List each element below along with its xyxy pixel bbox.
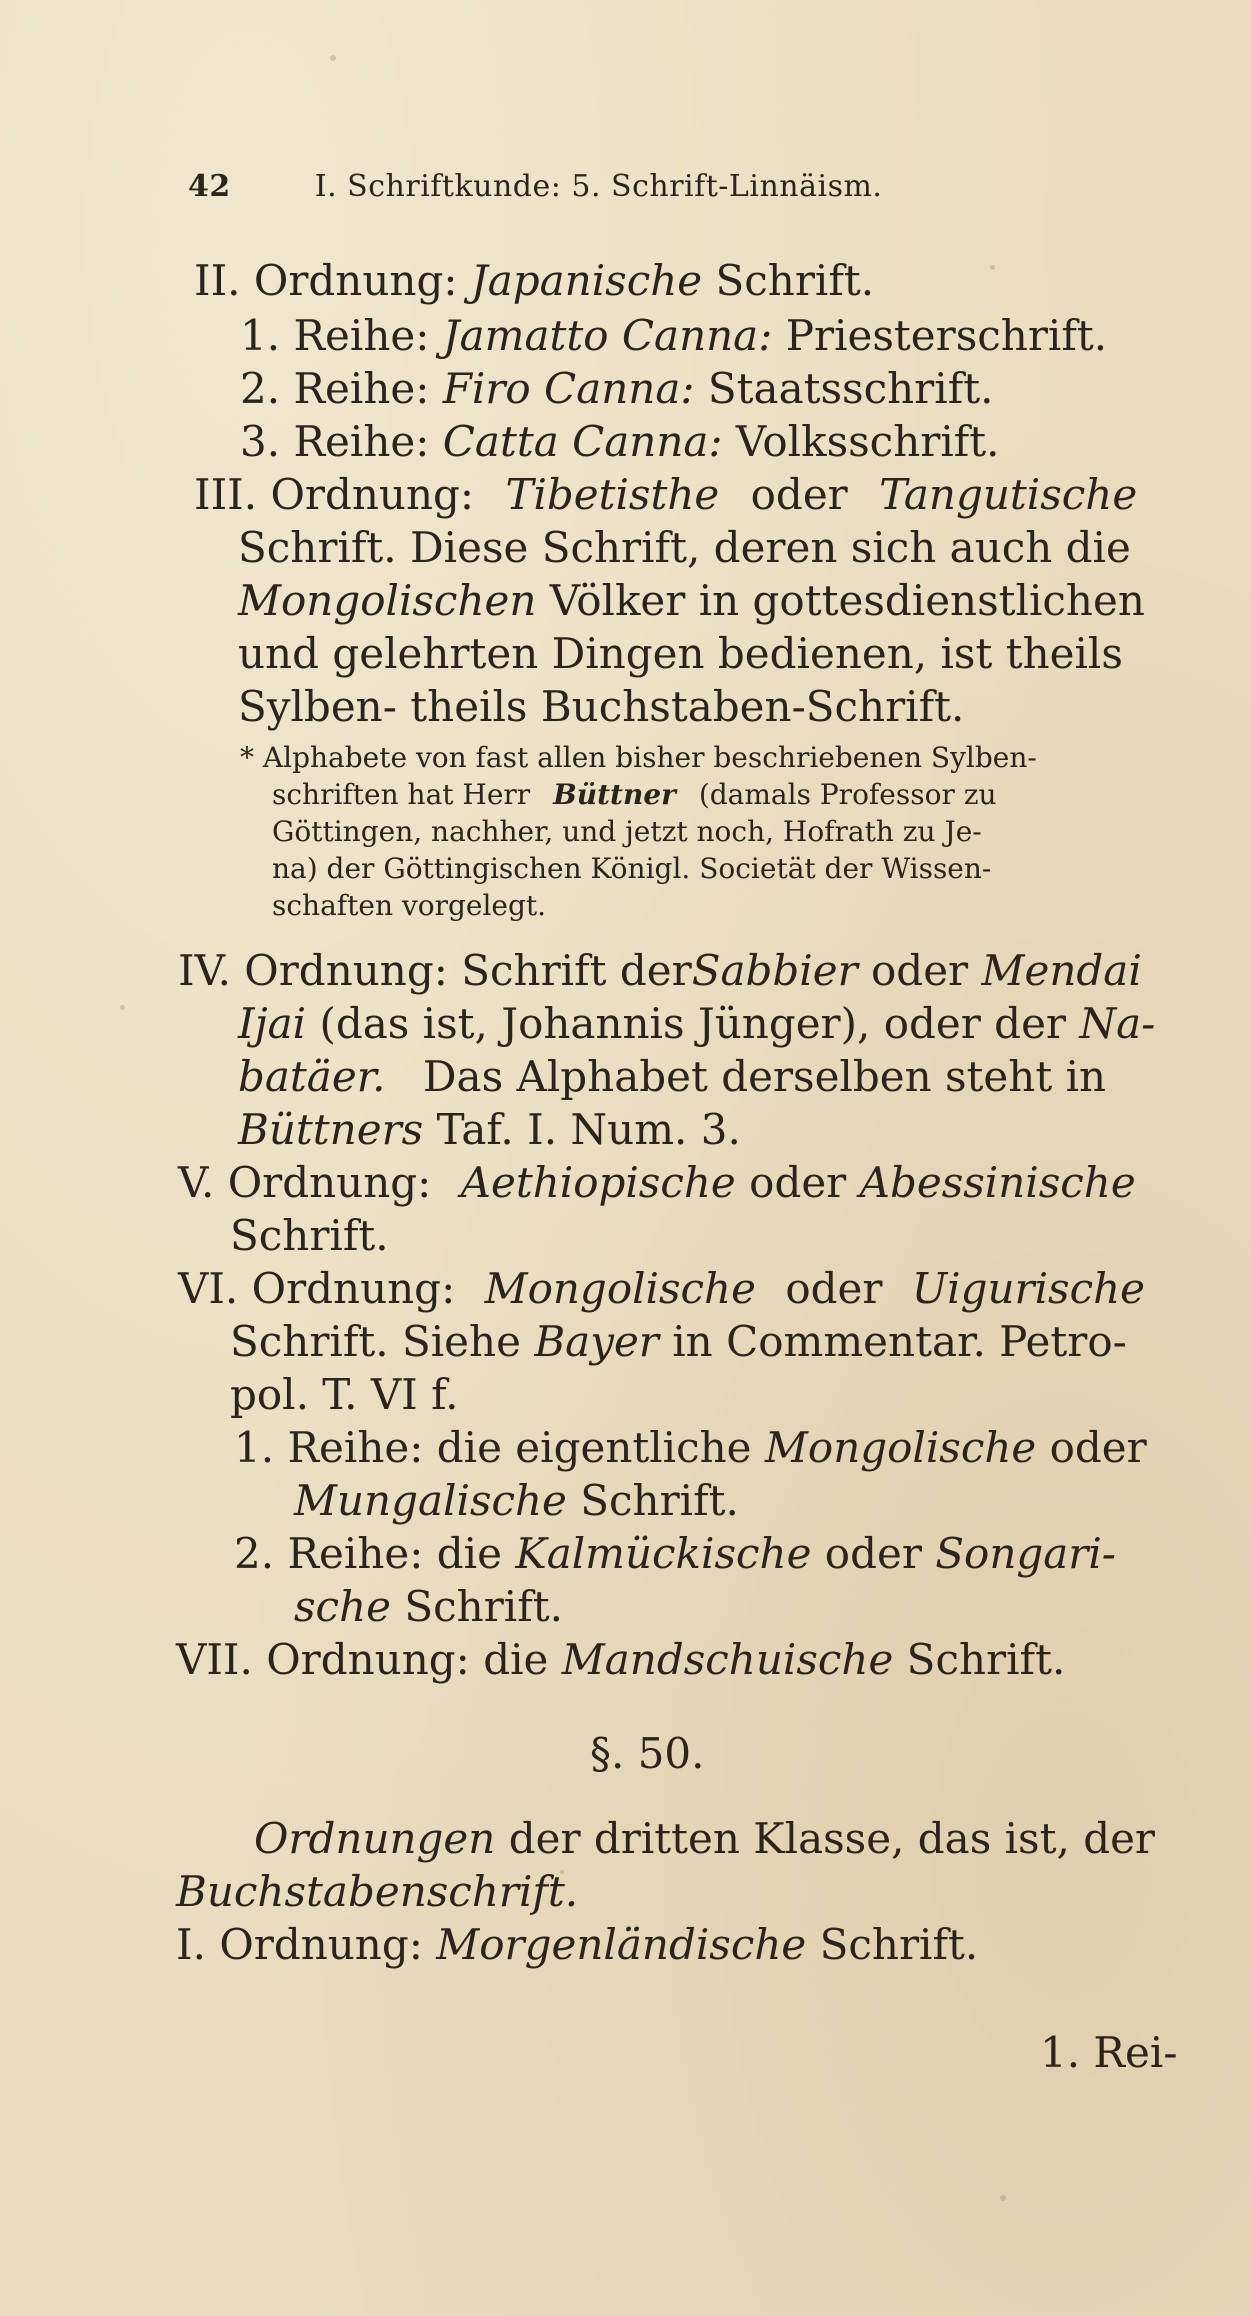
- page-number: 42: [188, 169, 231, 204]
- reihe-line: 2. Reihe: die Kalmückische oder Songari-: [234, 1529, 1117, 1578]
- text-line: sche Schrift.: [294, 1582, 563, 1631]
- text-line: Sylben- theils Buchstaben-Schrift.: [238, 682, 965, 731]
- ordnung-3-heading: III. Ordnung: Tibetisthe oder Tangutische: [194, 470, 1138, 519]
- running-title: I. Schriftkunde: 5. Schrift-Linnäism.: [314, 169, 883, 204]
- footnote-line: * Alphabete von fast allen bisher beschriebenen Sylben-: [240, 741, 1037, 774]
- ordnung-5-heading: V. Ordnung: Aethiopische oder Abessinische: [178, 1158, 1136, 1207]
- text-line: Buchstabenschrift.: [176, 1867, 579, 1916]
- text-line: Mungalische Schrift.: [294, 1476, 739, 1525]
- ordnung-6-heading: VI. Ordnung: Mongolische oder Uigurische: [178, 1264, 1146, 1313]
- reihe-line: 2. Reihe: Firo Canna: Staatsschrift.: [240, 364, 994, 413]
- text-line: Ordnungen der dritten Klasse, das ist, der: [254, 1814, 1156, 1863]
- reihe-line: 3. Reihe: Catta Canna: Volksschrift.: [240, 417, 1000, 466]
- paper-speck: [330, 55, 336, 61]
- footnote-line: schriften hat Herr Büttner (damals Professor zu: [272, 778, 997, 811]
- section-heading: §. 50.: [590, 1729, 705, 1778]
- paper-speck: [990, 265, 995, 270]
- text-line: und gelehrten Dingen bedienen, ist theils: [238, 629, 1123, 678]
- paper-speck: [120, 1005, 125, 1010]
- text-line: Ijai (das ist, Johannis Jünger), oder der Na-: [238, 999, 1156, 1048]
- paper-speck: [1000, 2195, 1006, 2201]
- footnote-line: schaften vorgelegt.: [272, 889, 547, 922]
- ordnung-7-heading: VII. Ordnung: die Mandschuische Schrift.: [176, 1635, 1066, 1684]
- catchword: 1. Rei-: [1040, 2028, 1178, 2077]
- text-line: Büttners Taf. I. Num. 3.: [238, 1105, 741, 1154]
- text-line: batäer. Das Alphabet derselben steht in: [238, 1052, 1107, 1101]
- footnote-line: Göttingen, nachher, und jetzt noch, Hofrath zu Je-: [272, 815, 982, 848]
- text-line: Mongolischen Völker in gottesdienstlichen: [238, 576, 1145, 625]
- text-line: Schrift.: [230, 1211, 389, 1260]
- text-line: Schrift. Siehe Bayer in Commentar. Petro-: [230, 1317, 1127, 1366]
- reihe-line: 1. Reihe: Jamatto Canna: Priesterschrift.: [240, 311, 1108, 360]
- footnote-line: na) der Göttingischen Königl. Societät der Wissen-: [272, 852, 992, 885]
- text-line: pol. T. VI f.: [230, 1370, 459, 1419]
- text-line: Schrift. Diese Schrift, deren sich auch die: [238, 523, 1131, 572]
- ordnung-4-heading: IV. Ordnung: Schrift derSabbier oder Mendai: [178, 946, 1142, 995]
- reihe-line: 1. Reihe: die eigentliche Mongolische oder: [234, 1423, 1147, 1472]
- running-header: [188, 169, 883, 204]
- ordnung-2-heading: II. Ordnung: Japanische Schrift.: [194, 256, 875, 305]
- ordnung-1-heading: I. Ordnung: Morgenländische Schrift.: [176, 1920, 979, 1969]
